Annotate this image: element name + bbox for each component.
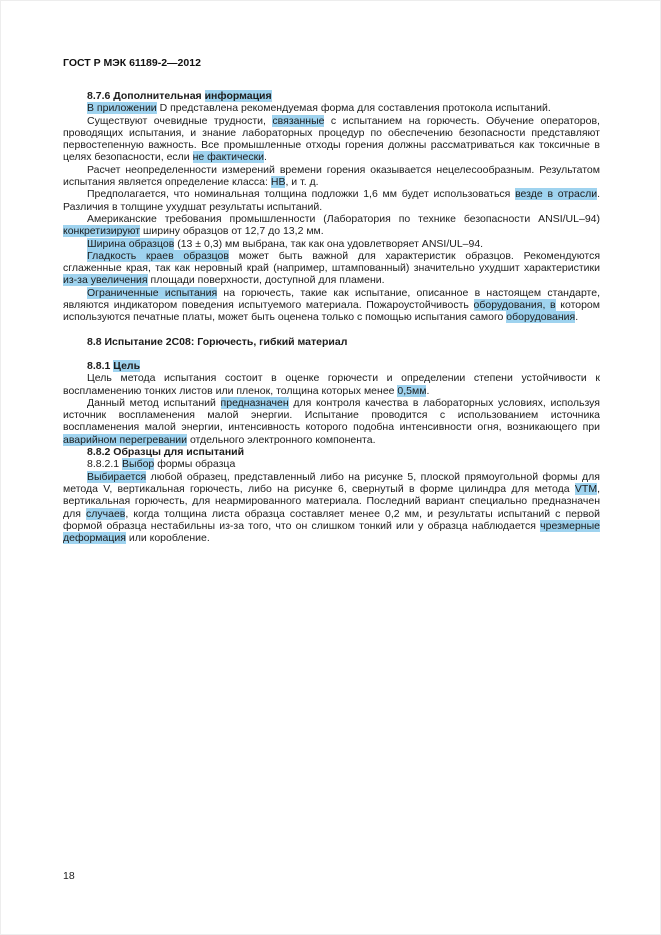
highlighted-text: аварийном перегревании (63, 433, 188, 446)
section-heading: 8.8.2 Образцы для испытаний (87, 446, 245, 459)
paragraph: Ограниченные испытания на горючесть, такие как испытание, описанное в настоящем стандарте, являются индикатором поведения испытуемого материала. Пожароустойчивость оборудования, в котором используются печатные платы, может быть оценена только с помощью испытания самого оборудования. (63, 286, 600, 324)
highlighted-text: из-за увеличения (63, 274, 148, 287)
paragraph: Цель метода испытания состоит в оценке горючести и определении степени устойчивости к воспламенению тонких листов или пленок, толщина которых менее 0,5мм. (63, 372, 600, 397)
section-heading: 8.8 Испытание 2С08: Горючесть, гибкий материал (87, 335, 348, 348)
highlighted-text: информация (204, 90, 272, 102)
paragraph: Гладкость краев образцов может быть важной для характеристик образцов. Рекомендуются сглаженные края, так как неровный край (например, штампованный) значительно ухудшит характеристики из-за увеличения площади поверхности, доступной для пламени. (63, 249, 601, 287)
highlighted-text: чрезмерные деформация (63, 519, 600, 545)
highlighted-text: предназначен (220, 396, 289, 409)
paragraph: Данный метод испытаний предназначен для контроля качества в лабораторных условиях, используя источник воспламенения малой энергии. Испытание проводится с использованием источника воспламенения малой энергии, интенсивность которого подобна интенсивности огня, возникающего при аварийном перегревании отдельного электронного компонента. (63, 396, 600, 446)
paragraph: Расчет неопределенности измерений времени горения оказывается нецелесообразным. Результатом испытания является определение класса: НВ, и т. д. (63, 163, 600, 189)
highlighted-text: случаев (86, 507, 126, 520)
highlighted-text: конкретизируют (63, 225, 141, 238)
highlighted-text: В приложении (87, 102, 157, 115)
paragraph: Существуют очевидные трудности, связанные с испытанием на горючесть. Обучение операторов, проводящих испытания, и знание лабораторных процедур по обеспечению безопасности представляют первостепенную важность. Все промышленные отходы горения должны рассматриваться как токсичные в целях безопасности, если не фактически. (63, 114, 600, 164)
highlighted-text: оборудования, в (473, 299, 556, 312)
highlighted-text: НВ (270, 176, 286, 189)
highlighted-text: Цель (113, 359, 141, 372)
highlighted-text: Ширина образцов (87, 237, 175, 250)
page-number: 18 (63, 870, 75, 882)
paragraph: Предполагается, что номинальная толщина подложки 1,6 мм будет использоваться везде в отрасли. Различия в толщине ухудшат результаты испытаний. (63, 188, 601, 213)
document-header: ГОСТ Р МЭК 61189-2—2012 (63, 57, 201, 69)
highlighted-text: VTM (574, 482, 598, 495)
paragraph: 8.8.2.1 Выбор формы образца (87, 458, 236, 471)
document-content (63, 90, 600, 544)
paragraph: Выбирается любой образец, представленный либо на рисунке 5, плоской прямоугольной формы для метода V, вертикальная горючесть, либо на рисунке 6, свернутый в форме цилиндра для метода VTM, вертикальная горючесть, для неармированного материала. Последний вариант специально предназначен для случаев, когда толщина листа образца составляет менее 0,2 мм, и результаты испытаний с первой формой образца нестабильны из-за того, что он слишком тонкий или у образца наблюдается чрезмерные деформация или коробление. (63, 470, 601, 545)
highlighted-text: 0,5мм (397, 384, 427, 397)
highlighted-text: Гладкость краев образцов (87, 249, 229, 262)
paragraph: Американские требования промышленности (Лаборатория по технике безопасности ANSI/UL–94) конкретизируют ширину образцов от 12,7 до 13,2 мм. (63, 212, 600, 238)
paragraph: Ширина образцов (13 ± 0,3) мм выбрана, так как она удовлетворяет ANSI/UL–94. (87, 237, 484, 250)
paragraph: В приложении D представлена рекомендуемая форма для составления протокола испытаний. (87, 102, 551, 115)
highlighted-text: не фактически (192, 151, 265, 164)
highlighted-text: Ограниченные испытания (87, 286, 218, 299)
highlighted-text: связанные (272, 114, 325, 127)
section-heading: 8.8.1 Цель (87, 359, 141, 372)
highlighted-text: оборудования (506, 311, 576, 324)
highlighted-text: Выбирается (87, 470, 147, 483)
highlighted-text: везде в отрасли (515, 188, 598, 201)
highlighted-text: Выбор (122, 458, 155, 471)
section-heading: 8.7.6 Дополнительная информация (87, 90, 272, 102)
